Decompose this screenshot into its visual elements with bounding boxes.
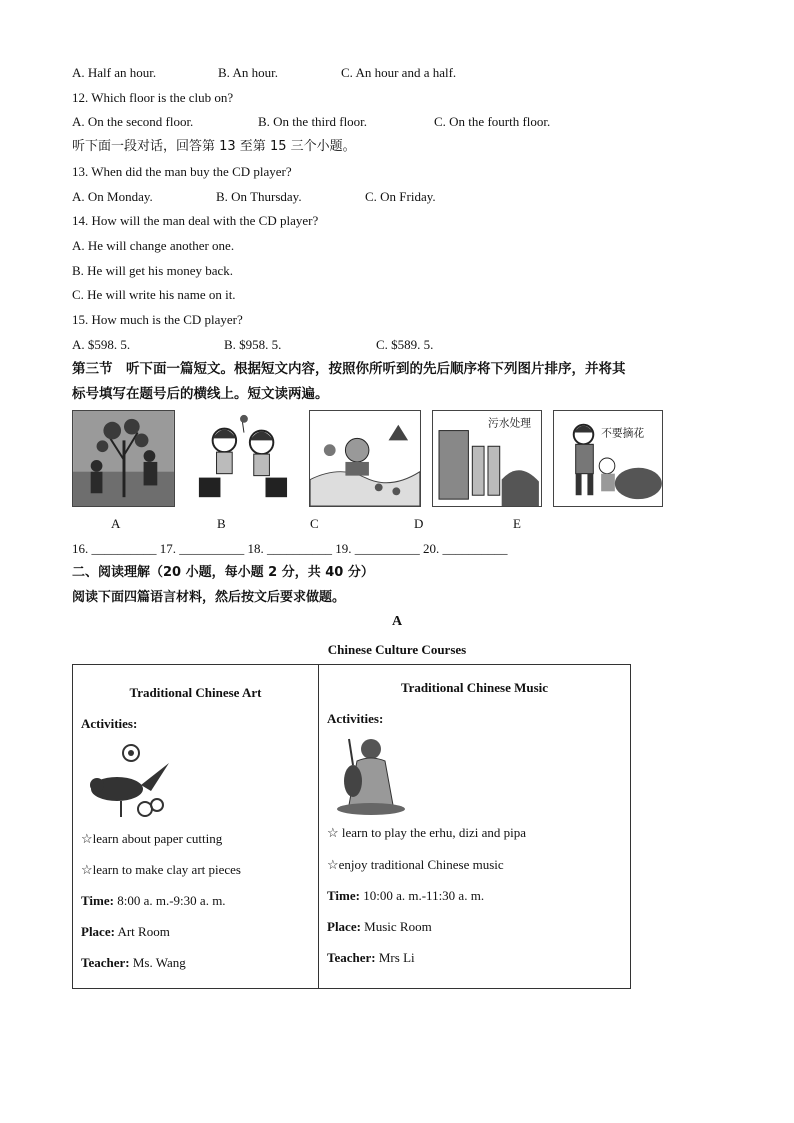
q13-option-a: A. On Monday. xyxy=(72,189,153,204)
art-place xyxy=(81,924,170,940)
q15-option-a: A. $598. 5. xyxy=(72,337,131,352)
part2-heading: 二、阅读理解（20 小题，每小题 2 分，共 40 分） xyxy=(72,565,374,580)
q15-option-b: B. $958. 5. xyxy=(224,337,282,352)
art-teacher-label: Teacher: xyxy=(81,955,130,970)
girls-collecting-litter-picture xyxy=(186,410,298,507)
q12-option-c: C. On the fourth floor. xyxy=(434,114,551,129)
section3-heading-line2: 标号填写在题号后的横线上。短文读两遍。 xyxy=(72,386,329,402)
music-place xyxy=(327,919,432,935)
tree-planting-picture xyxy=(72,410,175,507)
art-time xyxy=(81,893,226,909)
question-14: 14. How will the man deal with the CD player? xyxy=(72,213,319,228)
q13-option-b: B. On Thursday. xyxy=(216,189,302,204)
picture-label-a: A xyxy=(111,516,121,531)
picture-label-c: C xyxy=(310,516,319,531)
part2-instruction: 阅读下面四篇语言材料，然后按文后要求做题。 xyxy=(72,590,346,605)
paper-cutting-bird-picture xyxy=(81,739,173,821)
q11-option-b: B. An hour. xyxy=(218,65,278,80)
art-time-label: Time: xyxy=(81,893,114,908)
music-place-label: Place: xyxy=(327,919,361,934)
music-course-cell xyxy=(319,665,631,989)
art-course-cell xyxy=(73,665,319,989)
q14-option-a: A. He will change another one. xyxy=(72,238,235,253)
music-teacher xyxy=(327,950,415,966)
question-13: 13. When did the man buy the CD player? xyxy=(72,164,292,179)
music-teacher-value: Mrs Li xyxy=(375,950,415,965)
sewage-treatment-picture xyxy=(432,410,542,507)
q12-option-a: A. On the second floor. xyxy=(72,114,194,129)
no-flower-picking-picture xyxy=(553,410,663,507)
passage-title: Chinese Culture Courses xyxy=(327,642,467,657)
music-activities-label: Activities: xyxy=(327,711,384,726)
q12-option-b: B. On the third floor. xyxy=(258,114,368,129)
art-place-value: Art Room xyxy=(114,924,170,939)
question-12: 12. Which floor is the club on? xyxy=(72,90,234,105)
music-activity-1: ☆ learn to play the erhu, dizi and pipa xyxy=(327,825,527,840)
art-activity-2: ☆learn to make clay art pieces xyxy=(81,862,241,877)
art-course-title: Traditional Chinese Art xyxy=(129,685,262,700)
picture-label-d: D xyxy=(414,516,424,531)
music-course-title: Traditional Chinese Music xyxy=(400,680,549,695)
art-activity-1: ☆learn about paper cutting xyxy=(81,831,223,846)
picture-label-e: E xyxy=(513,516,521,531)
q11-option-a: A. Half an hour. xyxy=(72,65,157,80)
answer-blanks-16-20: 16. __________ 17. __________ 18. __________ 19. __________ 20. __________ xyxy=(72,541,508,556)
section3-heading-line1: 第三节 听下面一篇短文。根据短文内容，按照你所听到的先后顺序将下列图片排序，并将其 xyxy=(72,361,626,377)
picture-label-b: B xyxy=(217,516,226,531)
q15-option-c: C. $589. 5. xyxy=(376,337,434,352)
q14-option-b: B. He will get his money back. xyxy=(72,263,234,278)
art-place-label: Place: xyxy=(81,924,115,939)
music-time xyxy=(327,888,484,904)
art-teacher-value: Ms. Wang xyxy=(129,955,186,970)
sewage-caption: 污水处理 xyxy=(487,416,532,430)
pipa-player-picture xyxy=(327,735,409,815)
music-time-value: 10:00 a. m.-11:30 a. m. xyxy=(359,888,485,903)
music-activity-2: ☆enjoy traditional Chinese music xyxy=(327,857,504,872)
polluted-river-picture xyxy=(309,410,421,507)
art-teacher xyxy=(81,955,186,971)
courses-table xyxy=(72,664,631,989)
music-time-label: Time: xyxy=(327,888,360,903)
q13-option-c: C. On Friday. xyxy=(365,189,436,204)
q14-option-c: C. He will write his name on it. xyxy=(72,287,236,302)
art-time-value: 8:00 a. m.-9:30 a. m. xyxy=(113,893,226,908)
instruction-13-15: 听下面一段对话，回答第 13 至第 15 三个小题。 xyxy=(72,139,356,154)
q11-option-c: C. An hour and a half. xyxy=(341,65,457,80)
art-activities-label: Activities: xyxy=(81,716,138,731)
question-15: 15. How much is the CD player? xyxy=(72,312,243,327)
music-place-value: Music Room xyxy=(360,919,432,934)
no-flower-caption: 不要摘花 xyxy=(601,426,645,440)
music-teacher-label: Teacher: xyxy=(327,950,376,965)
passage-letter: A xyxy=(391,614,403,629)
